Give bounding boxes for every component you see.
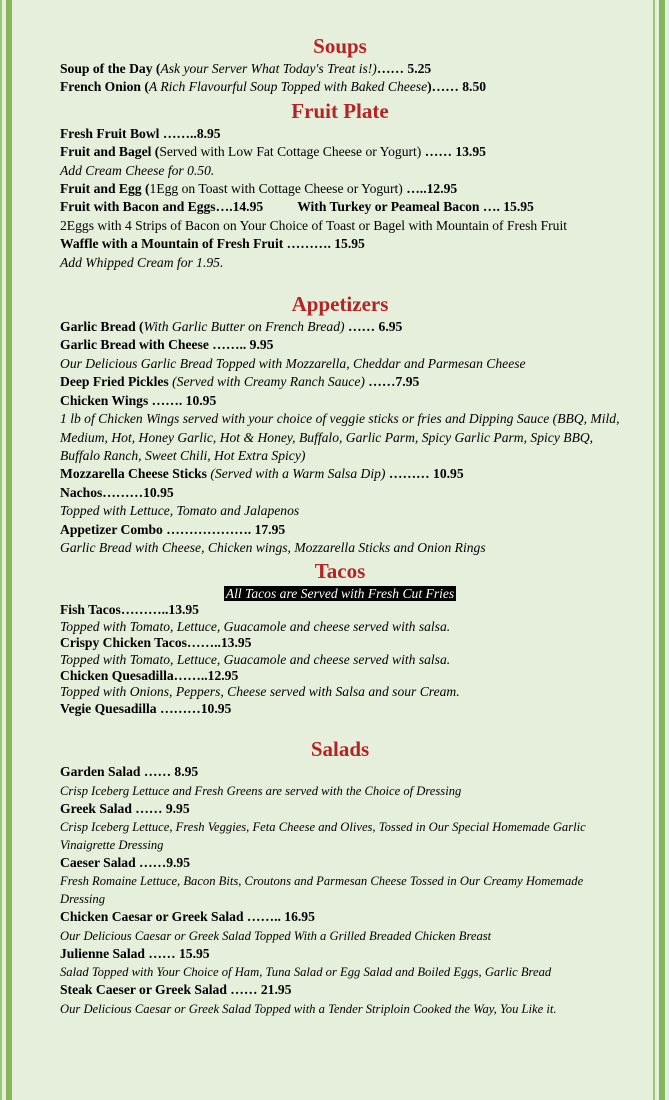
item-note: Ask your Server What Today's Treat is!) <box>160 61 377 76</box>
nachos-desc: Topped with Lettuce, Tomato and Jalapenos <box>60 503 300 519</box>
garden-salad-desc: Crisp Iceberg Lettuce and Fresh Greens are served with the Choice of Dressing <box>60 783 462 798</box>
mozzarella-sticks-item <box>60 465 620 483</box>
waffle-addon: Add Whipped Cream for 1.95. <box>60 254 224 270</box>
crispy-chicken-tacos-item: Crispy Chicken Tacos……..13.95 <box>60 635 252 651</box>
caeser-salad-desc: Fresh Romaine Lettuce, Bacon Bits, Croutons and Parmesan Cheese Tossed in Our Creamy Homemade Dressing <box>60 874 584 907</box>
chicken-quesadilla-item: Chicken Quesadilla……..12.95 <box>60 667 239 683</box>
caeser-salad-item: Caeser Salad ……9.95 <box>60 855 191 870</box>
garlic-bread-item <box>60 318 620 336</box>
fruit-bacon-item <box>60 198 620 216</box>
item-name: Fruit and Bagel ( <box>60 144 160 160</box>
chicken-caesar-salad-desc: Our Delicious Caesar or Greek Salad Topped With a Grilled Breaded Chicken Breast <box>60 928 492 943</box>
item-price: …… 5.25 <box>376 61 432 76</box>
item-note: 1Egg on Toast with Cottage Cheese or Yogurt) <box>149 181 407 197</box>
appetizer-combo-desc: Garlic Bread with Cheese, Chicken wings, Mozzarella Sticks and Onion Rings <box>60 539 486 555</box>
steak-salad-item: Steak Caeser or Greek Salad …… 21.95 <box>60 982 292 998</box>
julienne-salad-desc: Salad Topped with Your Choice of Ham, Tuna Salad or Egg Salad and Boiled Eggs, Garlic Bread <box>60 965 552 980</box>
item-price: …… 6.95 <box>344 319 403 335</box>
bacon-eggs: Fruit with Bacon and Eggs….14.95 <box>60 199 264 215</box>
item-price: ……… 10.95 <box>385 466 464 482</box>
crispy-chicken-tacos-desc: Topped with Tomato, Lettuce, Guacamole and cheese served with salsa. <box>60 651 451 667</box>
item-price: …..12.95 <box>406 181 458 197</box>
item-note: (Served with Creamy Ranch Sauce) <box>172 374 365 390</box>
garlic-bread-cheese-desc: Our Delicious Garlic Bread Topped with Mozzarella, Cheddar and Parmesan Cheese <box>60 355 526 371</box>
chicken-quesadilla-desc: Topped with Onions, Peppers, Cheese served with Salsa and sour Cream. <box>60 684 460 700</box>
garden-salad-item: Garden Salad …… 8.95 <box>60 764 199 780</box>
item-name: Mozzarella Cheese Sticks <box>60 466 211 482</box>
tacos-note-row <box>60 585 620 602</box>
item-name: Deep Fried Pickles <box>60 374 173 390</box>
item-note: With Garlic Butter on French Bread) <box>143 319 345 335</box>
salads-heading: Salads <box>310 737 370 762</box>
steak-salad-desc: Our Delicious Caesar or Greek Salad Topped with a Tender Striploin Cooked the Way, You Like it. <box>60 1001 557 1016</box>
waffle-item: Waffle with a Mountain of Fresh Fruit ………. 15.95 <box>60 236 365 252</box>
turkey-bacon: With Turkey or Peameal Bacon …. 15.95 <box>297 199 534 215</box>
fried-pickles-item <box>60 373 620 391</box>
julienne-salad-item: Julienne Salad …… 15.95 <box>60 945 210 961</box>
tacos-note: All Tacos are Served with Fresh Cut Fries <box>225 586 455 602</box>
item-price: )…… 8.50 <box>427 79 487 95</box>
item-name: French Onion ( <box>60 79 149 95</box>
fruit-bagel-item <box>60 143 620 161</box>
greek-salad-item: Greek Salad …… 9.95 <box>60 800 190 816</box>
soup-of-day-item <box>60 60 620 78</box>
item-note: (Served with a Warm Salsa Dip) <box>210 466 386 482</box>
item-price: ……7.95 <box>364 374 420 390</box>
garlic-bread-cheese-item: Garlic Bread with Cheese …….. 9.95 <box>60 337 274 353</box>
item-price: …… 13.95 <box>424 144 486 160</box>
fish-tacos-item: Fish Tacos………..13.95 <box>60 602 199 618</box>
appetizers-heading: Appetizers <box>291 292 389 317</box>
greek-salad-desc: Crisp Iceberg Lettuce, Fresh Veggies, Feta Cheese and Olives, Tossed in Our Special Homemade Garlic Vinaigrette Dressing <box>60 820 586 852</box>
fruit-bacon-desc: 2Eggs with 4 Strips of Bacon on Your Choice of Toast or Bagel with Mountain of Fresh Fruit <box>60 217 568 233</box>
french-onion-item <box>60 78 620 96</box>
item-note: A Rich Flavourful Soup Topped with Baked Cheese <box>148 79 428 95</box>
fruit-egg-item <box>60 180 620 198</box>
chicken-wings-desc: 1 lb of Chicken Wings served with your choice of veggie sticks or fries and Dipping Sauce (BBQ, Mild, Medium, Hot, Honey Garlic, Hot & Honey, Buffalo, Garlic Parm, Spicy Garlic Parm, Spicy BBQ, Buffalo Ranch, Sweet Chili, Hot Extra Spicy) <box>60 411 620 463</box>
item-name: Soup of the Day ( <box>60 61 161 76</box>
chicken-caesar-salad-item: Chicken Caesar or Greek Salad …….. 16.95 <box>60 909 315 925</box>
item-name: Garlic Bread ( <box>60 319 144 335</box>
left-border <box>6 0 12 1100</box>
item-name: Fruit and Egg ( <box>60 181 150 197</box>
nachos-item: Nachos………10.95 <box>60 484 174 500</box>
right-border <box>659 0 665 1100</box>
soups-heading: Soups <box>313 34 367 58</box>
fish-tacos-desc: Topped with Tomato, Lettuce, Guacamole and cheese served with salsa. <box>60 618 451 634</box>
chicken-wings-item: Chicken Wings ……. 10.95 <box>60 392 217 408</box>
fruit-bowl-item: Fresh Fruit Bowl ……..8.95 <box>60 125 221 141</box>
item-note: Served with Low Fat Cottage Cheese or Yogurt) <box>159 144 425 160</box>
vegie-quesadilla-item: Vegie Quesadilla ………10.95 <box>60 700 232 716</box>
tacos-heading: Tacos <box>314 559 366 584</box>
fruit-bagel-addon: Add Cream Cheese for 0.50. <box>60 162 215 178</box>
fruit-plate-heading: Fruit Plate <box>291 98 389 123</box>
appetizer-combo-item: Appetizer Combo ………………. 17.95 <box>60 521 286 537</box>
menu-page <box>60 32 620 1018</box>
